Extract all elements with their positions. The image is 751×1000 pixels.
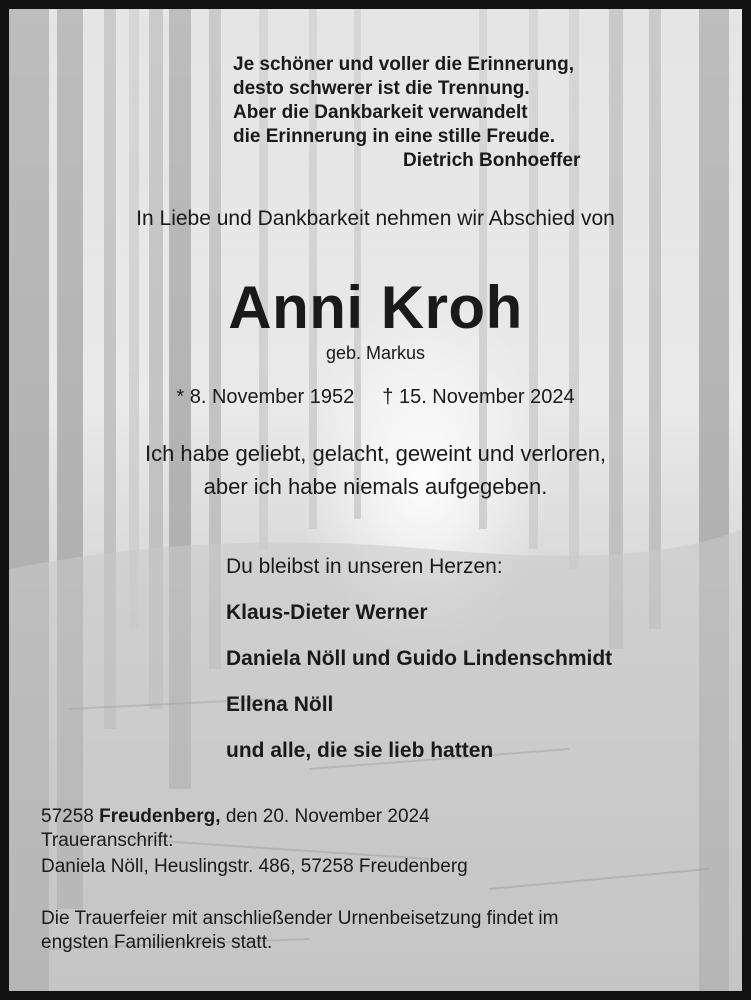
death-date: † 15. November 2024 xyxy=(382,386,575,408)
notice-date: den 20. November 2024 xyxy=(225,806,430,827)
motto-line: aber ich habe niemals aufgegeben. xyxy=(203,474,548,499)
ceremony-note xyxy=(41,907,558,955)
mourner-name: Daniela Nöll und Guido Lindenschmidt xyxy=(226,647,613,670)
motto-line: Ich habe geliebt, gelacht, geweint und verloren, xyxy=(144,441,607,466)
mourner-name: Ellena Nöll xyxy=(226,693,334,716)
birth-date: * 8. November 1952 xyxy=(176,386,355,408)
life-dates xyxy=(9,386,742,409)
ceremony-line: engsten Familienkreis statt. xyxy=(41,932,273,953)
mourning-address: Daniela Nöll, Heuslingstr. 486, 57258 Freudenberg xyxy=(41,856,468,877)
quote-line: Aber die Dankbarkeit verwandelt xyxy=(233,102,528,123)
quote-line: die Erinnerung in eine stille Freude. xyxy=(233,126,556,147)
mourning-address-label: Traueranschrift: xyxy=(41,830,174,851)
place-date xyxy=(41,805,430,829)
zip-code: 57258 xyxy=(41,806,94,827)
mourner-name: und alle, die sie lieb hatten xyxy=(226,739,494,762)
quote-line: Je schöner und voller die Erinnerung, xyxy=(233,54,575,75)
town: Freudenberg, xyxy=(99,806,221,827)
mourner-name: Klaus-Dieter Werner xyxy=(226,601,428,624)
bonhoeffer-quote xyxy=(233,53,580,173)
quote-author: Dietrich Bonhoeffer xyxy=(403,150,581,171)
heart-line: Du bleibst in unseren Herzen: xyxy=(226,555,503,578)
quote-line: desto schwerer ist die Trennung. xyxy=(233,78,530,99)
intro-line: In Liebe und Dankbarkeit nehmen wir Abschied von xyxy=(136,207,615,230)
deceased-name: Anni Kroh xyxy=(228,274,523,341)
born-name: geb. Markus xyxy=(325,343,426,363)
motto xyxy=(9,437,742,503)
ceremony-line: Die Trauerfeier mit anschließender Urnenbeisetzung findet im xyxy=(41,908,559,929)
